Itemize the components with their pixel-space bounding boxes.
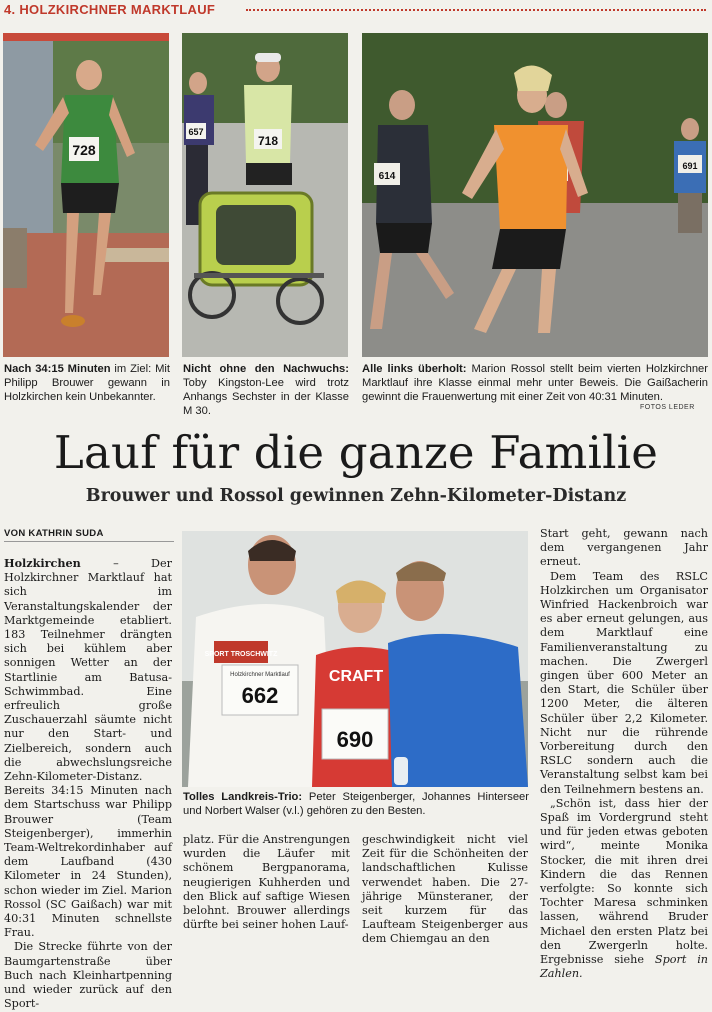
subheadline: Brouwer und Rossol gewinnen Zehn-Kilometer-Distanz xyxy=(85,486,627,506)
photo-kingston-lee-trailer xyxy=(182,33,348,357)
caption-photo-2: Nicht ohne den Nachwuchs: Toby Kingston-Lee wird trotz Anhangs Sechster in der Klasse M 30. xyxy=(183,363,349,417)
svg-text:718: 718 xyxy=(257,134,279,148)
caption-trio: Tolles Landkreis-Trio: Peter Steigenberger, Johannes Hinterseer und Norbert Walser (v.l.) gehören zu den Besten. xyxy=(183,791,529,817)
sport-section-reference: Sport in Zahlen. xyxy=(540,953,708,981)
caption-photo-3: Alle links überholt: Marion Rossol stellt beim vierten Holzkirchner Marktlauf ihre Klasse einmal mehr unter Beweis. Die Gaißacherin gewinnt die Frauenwertung mit einer Zeit von 40:31 Minuten. xyxy=(362,363,708,403)
headline: Lauf für die ganze Familie xyxy=(53,426,659,479)
caption-photo-1: Nach 34:15 Minuten im Ziel: Mit Philipp Brouwer gewann in Holzkirchen kein Unbekannter. xyxy=(4,363,170,403)
byline-rule xyxy=(4,541,174,542)
svg-text:690: 690 xyxy=(336,727,374,752)
kicker-dotted-rule xyxy=(246,9,706,11)
svg-text:Holzkirchner Marktlauf: Holzkirchner Marktlauf xyxy=(230,672,290,678)
svg-text:662: 662 xyxy=(241,683,279,708)
article-column-3: geschwindigkeit nicht viel Zeit für die Schönheiten der landschaftlichen Kulisse verwendet haben. Die 27-jährige Münsteraner, der seit kurzem für das Laufteam Steigenberger aus dem Chiemgau an den xyxy=(362,833,528,946)
article-column-1: Holzkirchen – Der Holzkirchner Marktlauf hat sich im Veranstaltungskalender der Marktgemeinde etabliert. 183 Teilnehmer drängten sich bei kühlem aber sonnigen Wetter an der Startlinie am Batusa-Schwimmbad. Eine erfreulich große Zuschauerzahl säumte nicht nur den Start- und Zielbereich, sondern auch die abwechslungsreiche Zehn-Kilometer-Distanz. Bereits 34:15 Minuten nach dem Startschuss war Philipp Brouwer (Team Steigenberger), immerhin Team-Weltrekordinhaber auf dem Laufband (430 Kilometer in 24 Stunden), schon wieder im Ziel. Marion Rossol (SC Gaißach) war mit 40:31 Minuten schnellste Frau. Die Strecke führte von der Baumgartenstraße über Buch nach Kleinhartpenning und wieder zurück auf den Sport- xyxy=(4,556,172,1011)
photo-landkreis-trio xyxy=(182,531,528,787)
article-column-4: Start geht, gewann nach dem vergangenen Jahr erneut. Dem Team des RSLC Holzkirchen um Organisator Winfried Hackenbroich war es aber erneut gelungen, aus dem Marktlauf eine Familienveranstaltung zu machen. Die Zwergerl gingen über 600 Meter an den Start, die Schüler über 1200 Meter, die älteren Schüler über 2,2 Kilometer. Nicht nur die rührende Vorbereitung durch den RSLC sondern auch die Veranstaltung selbst kam bei den Teilnehmern bestens an. „Schön ist, dass hier der Spaß im Vordergrund steht und für jeden etwas geboten wird“, meinte Monika Stocker, die mit ihren drei Kindern die das Rennen verfolgte: So konnte sich Tochter Maresa schminken lassen, während Bruder Michael den ersten Platz bei den Zwergerln holte. Ergebnisse siehe Sport in Zahlen. xyxy=(540,527,708,981)
photo-rossol-running xyxy=(362,33,708,357)
byline: VON KATHRIN SUDA xyxy=(4,528,104,539)
photo-brouwer-finish xyxy=(3,33,169,357)
svg-text:614: 614 xyxy=(378,171,396,182)
article-column-2: platz. Für die Anstrengungen wurden die Läufer mit schönem Bergpanorama, neugierigen Kuhherden und den Blick auf saftige Wiesen belohnt. Brouwer allerdings dürfte bei seiner hohen Lauf- xyxy=(183,833,350,932)
dateline: Holzkirchen xyxy=(4,556,81,570)
svg-text:728: 728 xyxy=(72,142,96,158)
svg-text:657: 657 xyxy=(188,127,204,137)
photo-credit: FOTOS LEDER xyxy=(640,404,695,411)
svg-text:CRAFT: CRAFT xyxy=(328,668,384,685)
svg-text:SPORT TROSCHWITZ: SPORT TROSCHWITZ xyxy=(204,651,278,658)
section-kicker: 4. HOLZKIRCHNER MARKTLAUF xyxy=(4,2,216,17)
svg-text:691: 691 xyxy=(682,161,698,171)
